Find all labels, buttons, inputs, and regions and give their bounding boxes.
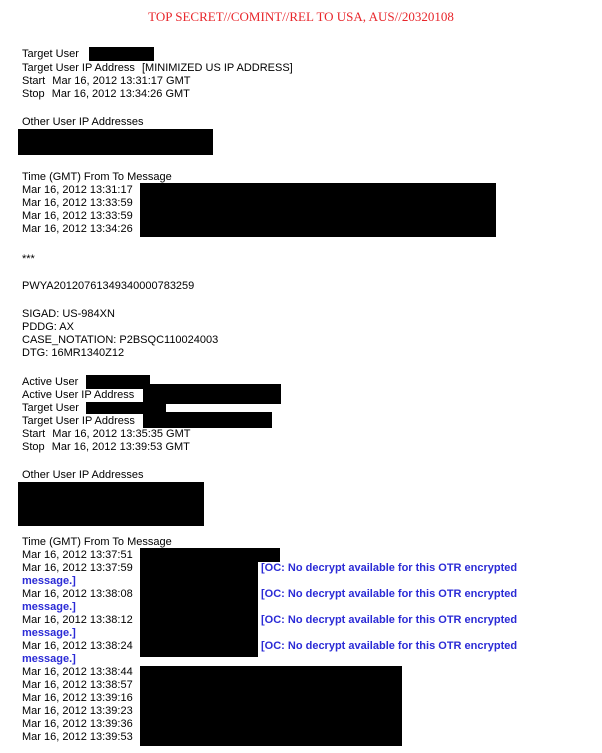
message-time: Mar 16, 2012 13:31:17 [22, 184, 133, 196]
oc-note: [OC: No decrypt available for this OTR encrypted [261, 640, 518, 652]
redaction-message [140, 548, 280, 562]
message-time: Mar 16, 2012 13:38:08 [22, 588, 133, 600]
target-user-ip-value: [MINIMIZED US IP ADDRESS] [141, 62, 293, 74]
target-user-row [22, 48, 79, 61]
message-time: Mar 16, 2012 13:38:12 [22, 614, 133, 626]
oc-note-cont: message.] [22, 653, 76, 665]
redaction-target-user [89, 47, 154, 61]
start-row-2 [22, 428, 190, 441]
message-time: Mar 16, 2012 13:39:53 [22, 731, 133, 743]
active-user-label: Active User [22, 376, 79, 388]
message-time: Mar 16, 2012 13:39:23 [22, 705, 133, 717]
stop-label: Stop [22, 88, 45, 100]
stop-row-2 [22, 441, 190, 454]
table-header-2: Time (GMT) From To Message [22, 536, 172, 548]
target-user-label-2: Target User [22, 402, 79, 414]
redaction-target-user-ip-2 [143, 412, 272, 428]
oc-note-cont: message.] [22, 575, 76, 587]
start-row [22, 75, 190, 88]
target-user-label: Target User [22, 48, 79, 60]
message-time: Mar 16, 2012 13:39:16 [22, 692, 133, 704]
stop-label-2: Stop [22, 441, 45, 453]
redaction-other-ips-2 [18, 482, 204, 526]
message-time: Mar 16, 2012 13:39:36 [22, 718, 133, 730]
message-time: Mar 16, 2012 13:33:59 [22, 210, 133, 222]
oc-note: [OC: No decrypt available for this OTR encrypted [261, 614, 518, 626]
message-time: Mar 16, 2012 13:37:59 [22, 562, 133, 574]
message-time: Mar 16, 2012 13:38:24 [22, 640, 133, 652]
pddg: PDDG: AX [22, 321, 74, 333]
redaction-encrypted-messages [140, 561, 258, 657]
target-user-ip-label: Target User IP Address [22, 62, 135, 74]
stop-row [22, 88, 190, 101]
stop-value: Mar 16, 2012 13:34:26 GMT [51, 88, 190, 100]
redaction-messages [140, 183, 496, 237]
redaction-active-user [86, 375, 150, 389]
case-notation: CASE_NOTATION: P2BSQC110024003 [22, 334, 219, 346]
oc-note-cont: message.] [22, 627, 76, 639]
other-ips-label: Other User IP Addresses [22, 116, 144, 128]
start-value: Mar 16, 2012 13:31:17 GMT [52, 75, 191, 87]
start-label-2: Start [22, 428, 46, 440]
target-user-ip-label-2: Target User IP Address [22, 415, 135, 427]
redaction-other-ips [18, 129, 213, 155]
other-ips-label-2: Other User IP Addresses [22, 469, 144, 481]
message-time: Mar 16, 2012 13:38:57 [22, 679, 133, 691]
target-user-ip-row [22, 62, 293, 75]
message-time: Mar 16, 2012 13:37:51 [22, 549, 133, 561]
oc-note: [OC: No decrypt available for this OTR encrypted [261, 562, 518, 574]
separator: *** [22, 253, 35, 265]
message-time: Mar 16, 2012 13:34:26 [22, 223, 133, 235]
oc-note-cont: message.] [22, 601, 76, 613]
start-value-2: Mar 16, 2012 13:35:35 GMT [52, 428, 191, 440]
redaction-active-user-ip [143, 384, 281, 404]
start-label: Start [22, 75, 46, 87]
message-time: Mar 16, 2012 13:33:59 [22, 197, 133, 209]
sigad: SIGAD: US-984XN [22, 308, 115, 320]
dtg: DTG: 16MR1340Z12 [22, 347, 125, 359]
active-user-ip-label: Active User IP Address [22, 389, 135, 401]
message-time: Mar 16, 2012 13:38:44 [22, 666, 133, 678]
oc-note: [OC: No decrypt available for this OTR encrypted [261, 588, 518, 600]
stop-value-2: Mar 16, 2012 13:39:53 GMT [51, 441, 190, 453]
classification-banner: TOP SECRET//COMINT//REL TO USA, AUS//20320108 [148, 9, 454, 24]
record-id: PWYA20120761349340000783259 [22, 280, 195, 292]
table-header: Time (GMT) From To Message [22, 171, 172, 183]
redaction-messages-2 [140, 666, 402, 746]
